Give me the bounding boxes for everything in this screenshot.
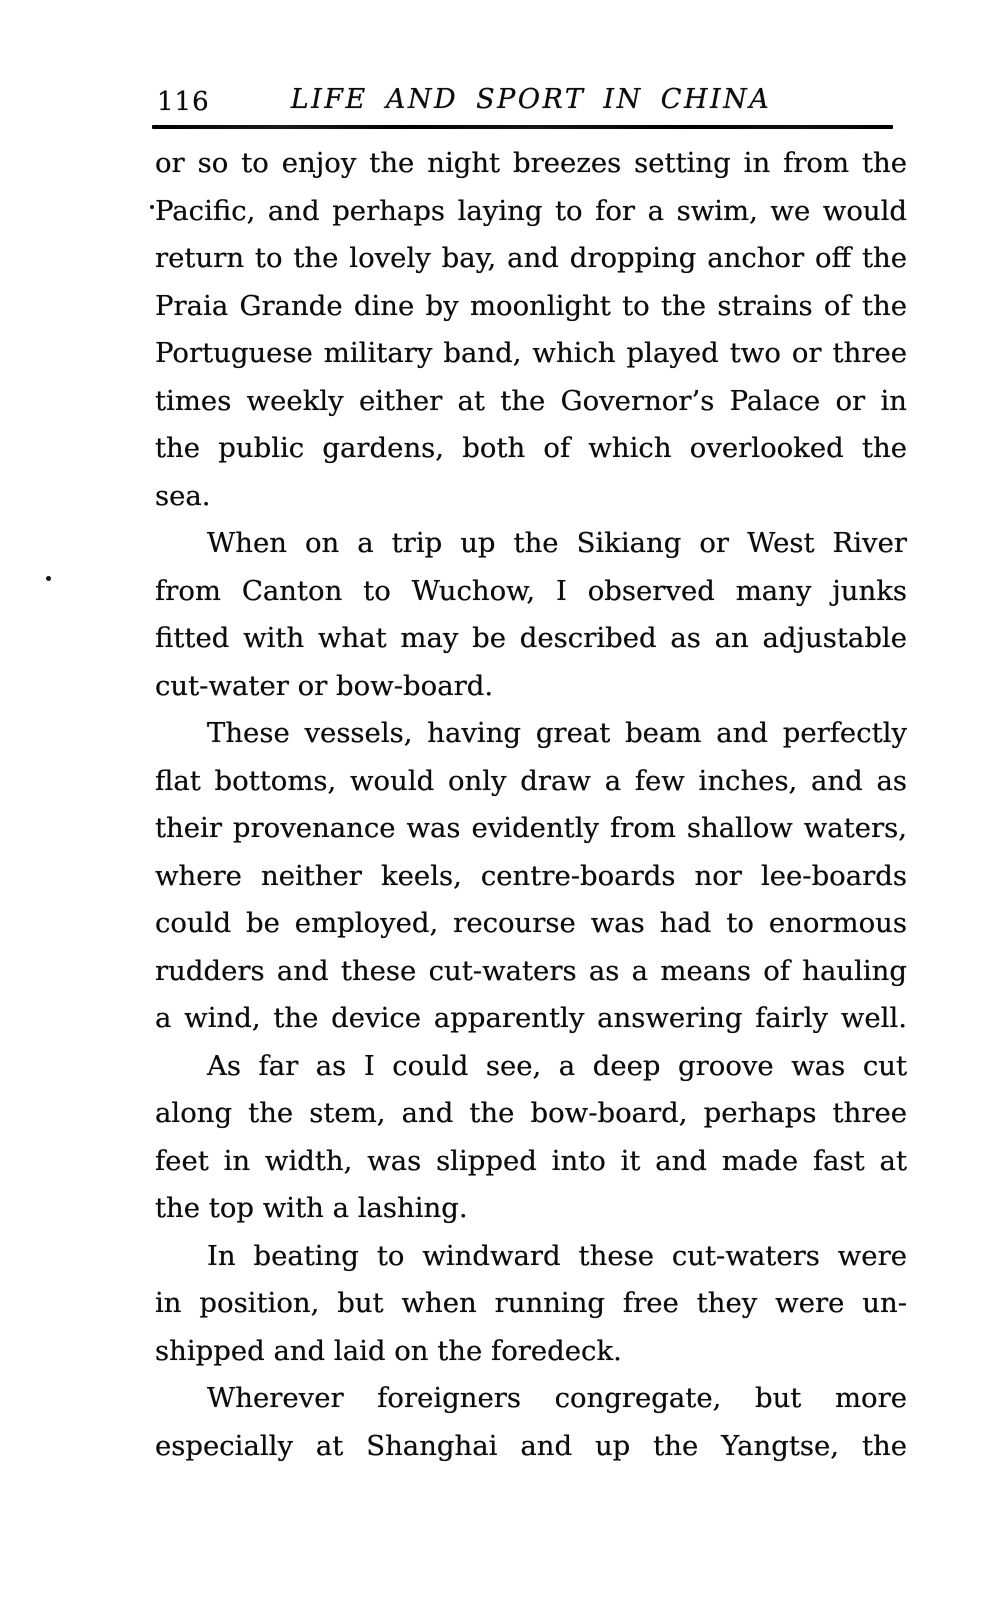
text-block <box>155 140 907 1470</box>
text-line: where neither keels, centre-boards nor lee-boards <box>155 859 907 892</box>
text-line: cut-water or bow-board. <box>155 669 494 702</box>
paragraph <box>155 140 907 520</box>
text-line: shipped and laid on the foredeck. <box>155 1334 622 1367</box>
text-line: Portuguese military band, which played two or three <box>155 337 907 369</box>
scan-speck <box>46 576 51 581</box>
paragraph <box>155 520 907 710</box>
text-line: could be employed, recourse was had to enormous <box>155 907 907 939</box>
text-line: from Canton to Wuchow, I observed many junks <box>155 574 907 607</box>
text-line: When on a trip up the Sikiang or West River <box>207 527 907 559</box>
text-line: feet in width, was slipped into it and made fast at <box>155 1144 907 1177</box>
text-line: the top with a lashing. <box>155 1192 468 1224</box>
header-rule <box>152 125 893 129</box>
text-line: their provenance was evidently from shallow waters, <box>155 812 907 844</box>
text-line: especially at Shanghai and up the Yangtse, the <box>155 1429 907 1462</box>
paragraph <box>155 1043 907 1233</box>
running-title: LIFE AND SPORT IN CHINA <box>290 84 772 115</box>
text-line: Praia Grande dine by moonlight to the strains of the <box>155 289 907 322</box>
paragraph <box>155 1375 907 1470</box>
text-line: In beating to windward these cut-waters were <box>207 1239 907 1272</box>
text-line: These vessels, having great beam and perfectly <box>207 717 907 749</box>
text-line: in position, but when running free they were un- <box>155 1287 907 1319</box>
text-line: Pacific, and perhaps laying to for a swim, we would <box>155 194 907 227</box>
page-header <box>155 82 907 122</box>
text-line: along the stem, and the bow-board, perhaps three <box>155 1097 907 1129</box>
text-line: flat bottoms, would only draw a few inches, and as <box>155 764 907 797</box>
text-line: or so to enjoy the night breezes setting in from the <box>155 147 907 179</box>
text-line: As far as I could see, a deep groove was cut <box>207 1049 907 1082</box>
text-line: a wind, the device apparently answering fairly well. <box>155 1002 907 1034</box>
scan-speck <box>150 205 154 209</box>
text-line: Wherever foreigners congregate, but more <box>207 1382 907 1414</box>
text-line: fitted with what may be described as an adjustable <box>155 622 907 654</box>
page-number: 116 <box>157 87 210 117</box>
paragraph <box>155 710 907 1043</box>
text-line: times weekly either at the Governor’s Palace or in <box>155 384 907 417</box>
text-line: return to the lovely bay, and dropping anchor off the <box>155 242 907 274</box>
text-line: sea. <box>155 479 211 512</box>
text-line: rudders and these cut-waters as a means of hauling <box>155 954 907 987</box>
text-line: the public gardens, both of which overlooked the <box>155 432 907 464</box>
paragraph <box>155 1233 907 1376</box>
